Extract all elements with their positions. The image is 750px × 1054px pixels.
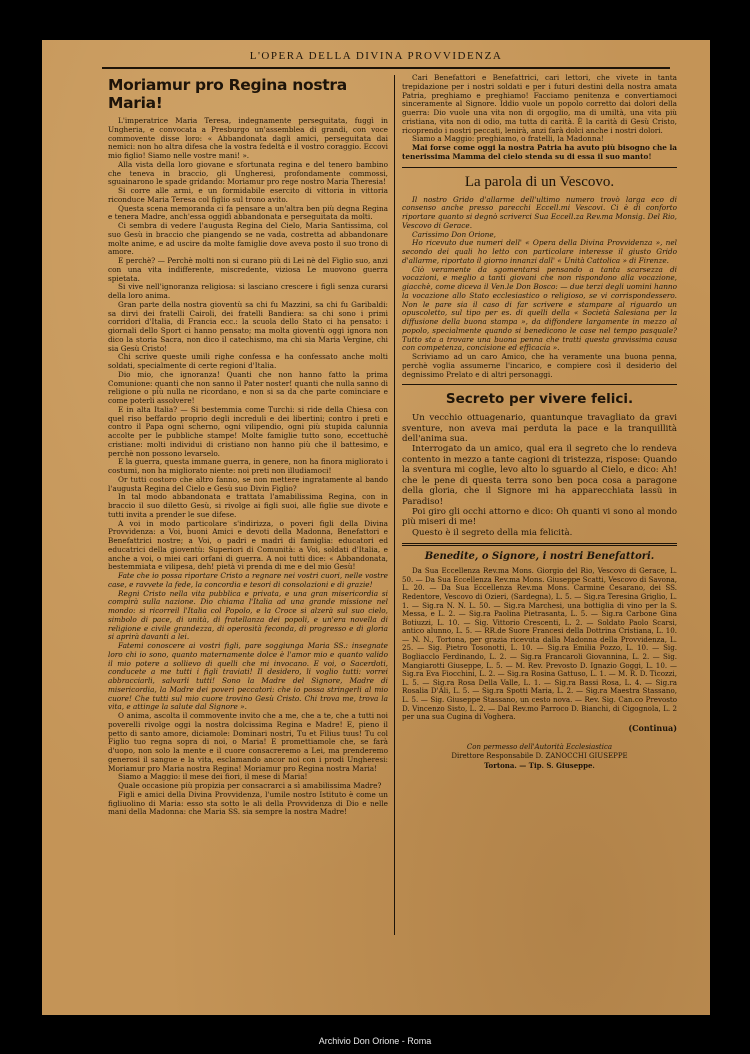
paragraph: Interrogato da un amico, qual era il segreto che lo rendeva contento in mezzo a tante cagioni di tristezza, rispose: Quando la sventura mi coglie, levo alto lo sguardo al Cielo, e dico: Ah! che le pene di questa terra sono ben poca cosa a paragone della gloria, che il Signore mi ha apparecchiata lassù in Paradiso!: [402, 444, 677, 507]
paragraph: Regni Cristo nella vita pubblica e privata, e una gran misericordia si compirà sulla nazione. Dio chiama l'Italia ad una grande missione nel mondo: si ricorreil l'Italia col Popolo, e la Croce si alzerà sul suo cielo, simbolo di pace, di unità, di fratellanza dei popoli, e un'era novella di religione e civile grandezza, di operosità feconda, di progresso e di gloria si aprirà davanti a lei.: [108, 588, 388, 642]
intro-section: [402, 74, 677, 162]
paragraph: Siamo a Maggio: il mese dei fiori, il mese di Maria!: [118, 772, 308, 782]
continua-label: (Continua): [628, 722, 677, 733]
section-rule: [402, 167, 677, 168]
paragraph: L'imperatrice Maria Teresa, indegnamente perseguitata, fuggì in Ungheria, e convocata a Presburgo un'assemblea di grandi, con voce commovente disse loro: « Abbandonata dagli amici, perseguitata dai nemici: non ho altra difesa che la vostra fedeltà e il vostro coraggio. Eccovi mio figlio! Siamo nelle vostre mani! ».: [108, 116, 388, 160]
paragraph: Questa scena memoranda ci fa pensare a un'altra ben più degna Regina e tenera Madre, anch'essa oggidì abbandonata e perseguitata da molti.: [108, 203, 388, 222]
paragraph: Chi scrive queste umili righe confessa e ha confessato anche molti soldati, specialmente di certe regioni d'Italia.: [108, 352, 388, 370]
imprint-line: Tortona. — Tip. S. Giuseppe.: [484, 760, 595, 770]
imprint-line: Direttore Responsabile D. ZANOCCHI GIUSEPPE: [451, 751, 628, 760]
paragraph: Un vecchio ottuagenario, quantunque travagliato da gravi sventure, non aveva mai perduta la pace e la tranquillità dell'anima sua.: [402, 413, 677, 445]
paragraph: Figli e amici della Divina Provvidenza, l'umile nostro Istituto è come un figliuolino di Maria: esso sta sotto le ali della Provvidenza di Dio e nelle mani della Madonna: che Maria SS. sia sempre la nostra Madre!: [108, 789, 388, 817]
paragraph: In tal modo abbandonata e trattata l'amabilissima Regina, con in braccio il suo diletto Gesù, si rivolge ai figli suoi, alle figlie sue divote e tutti invita a prender le sue difese.: [108, 492, 388, 519]
paragraph: Si vive nell'ignoranza religiosa: si lasciano crescere i figli senza curarsi della loro anima.: [108, 282, 388, 300]
article-body-moriamur: [108, 117, 388, 817]
article-title-vescovo: La parola di un Vescovo.: [464, 173, 615, 190]
paragraph: Ho ricevuto due numeri dell' « Opera della Divina Provvidenza », nel secondo dei quali ho letto con particolare interesse il giusto Grido d'allarme, riportato il giorno innanzi dall' « Unità Cattolica » di Firenze.: [402, 238, 677, 265]
paragraph: Alla vista della loro giovane e sfortunata regina e del tenero bambino che teneva in braccio, gli Ungheresi, profondamente commossi, sguainarono le spade gridando: Moriamur pro rege nostro Maria Theresia!: [108, 159, 388, 187]
right-column: [402, 74, 677, 975]
paragraph: Fate che io possa riportare Cristo a regnare nei vostri cuori, nelle vostre case, e ravvete la fede, la concordia e tesori di consolazioni e di grazie!: [108, 571, 388, 589]
paragraph: Siamo a Maggio: preghiamo, o fratelli, la Madonna!: [412, 134, 604, 144]
paragraph: Mai forse come oggi la nostra Patria ha avuto più bisogno che la tenerissima Mamma del cielo stenda su di essa il suo manto!: [402, 143, 677, 161]
paragraph: Scriviamo ad un caro Amico, che ha veramente una buona penna, perchè voglia assumerne l'incarico, e compiere così il desiderio del degnissimo Prelato e di altri personaggi.: [402, 352, 677, 379]
running-title: L'OPERA DELLA DIVINA PROVVIDENZA: [249, 50, 503, 62]
paragraph: Si corre alle armi, e un formidabile esercito di vittoria in vittoria riconduce Maria Teresa col figlio sul trono avito.: [108, 186, 388, 204]
paragraph: Da Sua Eccellenza Rev.ma Mons. Giorgio del Rio, Vescovo di Gerace, L. 50. — Da Sua Eccellenza Rev.ma Mons. Giuseppe Scatti, Vescovo di Savona, L. 20. — Da Sua Eccellenza Rev.ma Mons. Carmine Cesarano, dei SS. Redentore, Vescovo di Ozieri, (Sardegna), L. 5. — Sig.ra Teresina Griglio, L. 1. — Sig.ra N. N. L. 50. — Sig.ra Marchesi, una bottiglia di vino per la S. Messa, e L. 2. — Sig.ra Paolina Pietrasanta, L. 5. — Sig.ra Carbone Gina Botiuzzi, L. 10. — Sig. Vittorio Crescenti, L. 2. — Soldato Paolo Scarsi, antico alunno, L. 5. — RR.de Suore Francesi della Dottrina Cristiana, L. 10. — N. N., Tortona, per grazia ricevuta dalla Madonna della Provvidenza, L. 25. — Sig. Pietro Tosonotti, L. 10. — Sig.ra Emilia Pozzo, L. 10. — Sig. Bogliacclo Ferdinando, L. 2. — Sig.ra Francaroli Giovannina, L. 2. — Sig. Mangiarotti Giuseppe, L. 5. — M. Rev. Prevosto D. Ignazio Goggi, L. 10. — Sig.ra Eva Fiocchini, L. 2. — Sig.ra Rosina Gattuso, L. 1. — M. R. D. Ticozzi, L. 5. — Sig.ra Rosa Della Valle, L. 1. — Sig.ra Bassi Rosa, L. 4. — Sig.ra Rosalia D'Ali, L. 5. — Sig.ra Spotti Maria, L. 2. — Sig.ra Maestra Stassano, L. 5. — Sig. Giuseppe Stassano, un cesto nova. — Rev. Sig. Can.co Prevosto D. Vincenzo Sisto, L. 2. — Dal Rev.mo Parroco D. Bianchi, di Cigognola, L. 2 per una sua Cugina di Voghera.: [402, 566, 677, 722]
paragraph: O anima, ascolta il commovente invito che a me, che a te, che a tutti noi poverelli rivolge oggi la nostra dolcissima Regina e Madre! E, pieno il petto di santo amore, diciamole: Dominari nostri, Tu et Filius tuus! Tu col Figlio tuo regna sopra di noi, o Maria! E promettiamole che, se farà d'uopo, non solo la mente e il cuore consacreremo a Lei, ma prenderemo generosi il sangue e la vita, esclamando ancor noi con i prodi Ungheresi: Moriamur pro Maria nostra Regina! Moriamur pro Regina nostra Maria!: [108, 711, 388, 773]
article-title-moriamur: Moriamur pro Regina nostra Maria!: [108, 76, 347, 112]
imprint-line: Con permesso dell'Autorità Ecclesiastica: [466, 742, 613, 751]
section-rule: [402, 543, 677, 546]
benefactors-list: [402, 567, 677, 722]
paragraph: Ciò veramente da sgomentarsi pensando a tanta scarsezza di vocazioni, e meglio a tanti giovani che non rispondono alla vocazione, giacchè, come diceva il Ven.le Don Bosco: — due terzi degli uomini hanno la vocazione allo Stato ecclesiastico o religioso, se vi corrispondessero. Non le pare sia il caso di far scrivere e stampare al riguardo un opuscoletto, sul tipo per es. di quelli della « Società Salesiana per la diffusione della buona stampa », da diffondere largamente in mezzo al popolo, specialmente quando si benedicono le case nel tempo pasquale? Tutto sta a trovare una buona penna che tratti questa gravissima causa con competenza, concisione ed efficacia ».: [402, 264, 677, 353]
article-title-secreto: Secreto per vivere felici.: [445, 391, 634, 408]
imprint: [402, 743, 677, 770]
paragraph: E la guerra, questa immane guerra, in genere, non ha finora migliorato i costumi, non ha migliorato niente: noi preti non illudiamoci!: [108, 457, 388, 475]
article-title-benefattori: Benedite, o Signore, i nostri Benefattori.: [424, 551, 655, 563]
paragraph: Ci sembra di vedere l'augusta Regina del Cielo, Maria Santissima, col suo Gesù in braccio che piangendo se ne vada, costretta ad abbandonare molte anime, e ad uscire da molte famiglie dove aveva posto il suo trono di amore.: [108, 221, 388, 257]
paragraph: Fatemi conoscere ai vostri figli, pare soggiunga Maria SS.: insegnate loro chi io sono, quanto maternamente dolce è l'amor mio e quanto valido il mio potere a sollievo di quelli che mi invocano. E voi, o Sacerdoti, conducete a me tutti i figli traviati! Il desidero, li voglio tutti: vorrei abbracciarli, salvarli tutti! Sono la Madre del Signore, Madre di misericordia, la Madre dei poveri peccatori: che io possa stringerli al mio cuore! Che tutti sul mio cuore trovino Gesù Cristo. Chi trova me, trova la vita, e attinge la salute dal Signore ».: [108, 641, 388, 712]
paragraph: Questo è il segreto della mia felicità.: [412, 527, 573, 538]
header-rule: [102, 67, 670, 69]
left-column: [108, 74, 388, 975]
column-divider: [394, 75, 395, 935]
paragraph: Poi giro gli occhi attorno e dico: Oh quanti vi sono al mondo più miseri di me!: [402, 506, 677, 528]
paragraph: A voi in modo particolare s'indirizza, o poveri figli della Divina Provvidenza: a Voi, buoni Amici e devoti della Madonna, Benefattori e Benefattrici nostre; a Voi, o padri e madri di famiglia: educatori ed educatrici della gioventù: Superiori di Comunità: a Voi, soldati d'Italia, e anche a voi, o miei cari orfani di guerra. A noi tutti dice: « Abbandonata, bestemmiata e vilipesa, deh! pietà vi prenda di me e del mio Gesù!: [108, 518, 388, 572]
paragraph: Quale occasione più propizia per consacrarci a sì amabilissima Madre?: [118, 781, 382, 790]
paragraph: Carissimo Don Orione,: [412, 229, 497, 239]
paragraph: E in alta Italia? — Si bestemmia come Turchi: si ride della Chiesa con quel riso beffardo proprio degli increduli e dei libertini; contro i preti e contro il Papa ogni scherno, ogni vilipendio, ogni più stupida calunnia accolte per le pubbliche stampe! Molte famiglie tutto sono, eccettuchè cristiane: molti individui di cristiano non hanno più che il battesimo, e perchè non possono levarselo.: [108, 404, 388, 458]
archive-caption: Archivio Don Orione - Roma: [318, 1036, 432, 1046]
paragraph: Gran parte della nostra gioventù sa chi fu Mazzini, sa chi fu Garibaldi: sa dirvi dei fratelli Cairoli, dei fratelli Bandiera: sa chi sono i primi corridori d'Italia, di Francia ecc.: la scuola dello Stato ci ha pensato: i giornali dello Sport ci hanno pensato; ma molta gioventù oggi ignora non dico la storia Sacra, non dico il catechismo, ma chi sia Maria Vergine, chi sia Gesù Cristo!: [108, 299, 388, 353]
paragraph: Il nostro Grido d'allarme dell'ultimo numero trovò larga eco di consenso anche presso parecchi Eccell.mi Vescovi. Ci è di conforto riportare quanto si degnò scriverci Sua Eccell.za Rev.ma Monsig. Del Rio, Vescovo di Gerace.: [402, 194, 677, 230]
newspaper-page: [42, 40, 710, 1015]
paragraph: Dio mio, che ignoranza! Quanti che non hanno fatto la prima Comunione: quanti che non sanno il Pater noster! quanti che nulla sanno di religione o più nulla ne ricordano, e non si sa da che parte cominciare e come poterli assolvere!: [108, 369, 388, 405]
paragraph: Cari Benefattori e Benefattrici, cari lettori, che vivete in tanta trepidazione per i nostri soldati e per i futuri destini della nostra amata Patria, preghiamo e preghiamo! Facciamo penitenza e convertiamoci sinceramente al Signore. Iddio vuole un popolo corretto dai dolori della guerra: Dio vuole una vita non di orgoglio, ma di umiltà, una vita più cristiana, vita non di odio, ma tutta di carità. È la carità di Gesù Cristo, ricoprendo i nostri peccati, lenirà, anzi farà dolci anche i nostri dolori.: [402, 74, 677, 135]
section-rule: [402, 384, 677, 385]
paragraph: Or tutti costoro che altro fanno, se non mettere ingratamente al bando l'augusta Regina del Cielo e Gesù suo Divin Figlio?: [108, 474, 388, 493]
paragraph: E perchè? — Perchè molti non si curano più di Lei nè del Figlio suo, anzi con una vita indifferente, miscredente, viziosa Le muovono guerra spietata.: [108, 256, 388, 283]
article-body-vescovo: [402, 196, 677, 380]
article-body-secreto: [402, 413, 677, 538]
